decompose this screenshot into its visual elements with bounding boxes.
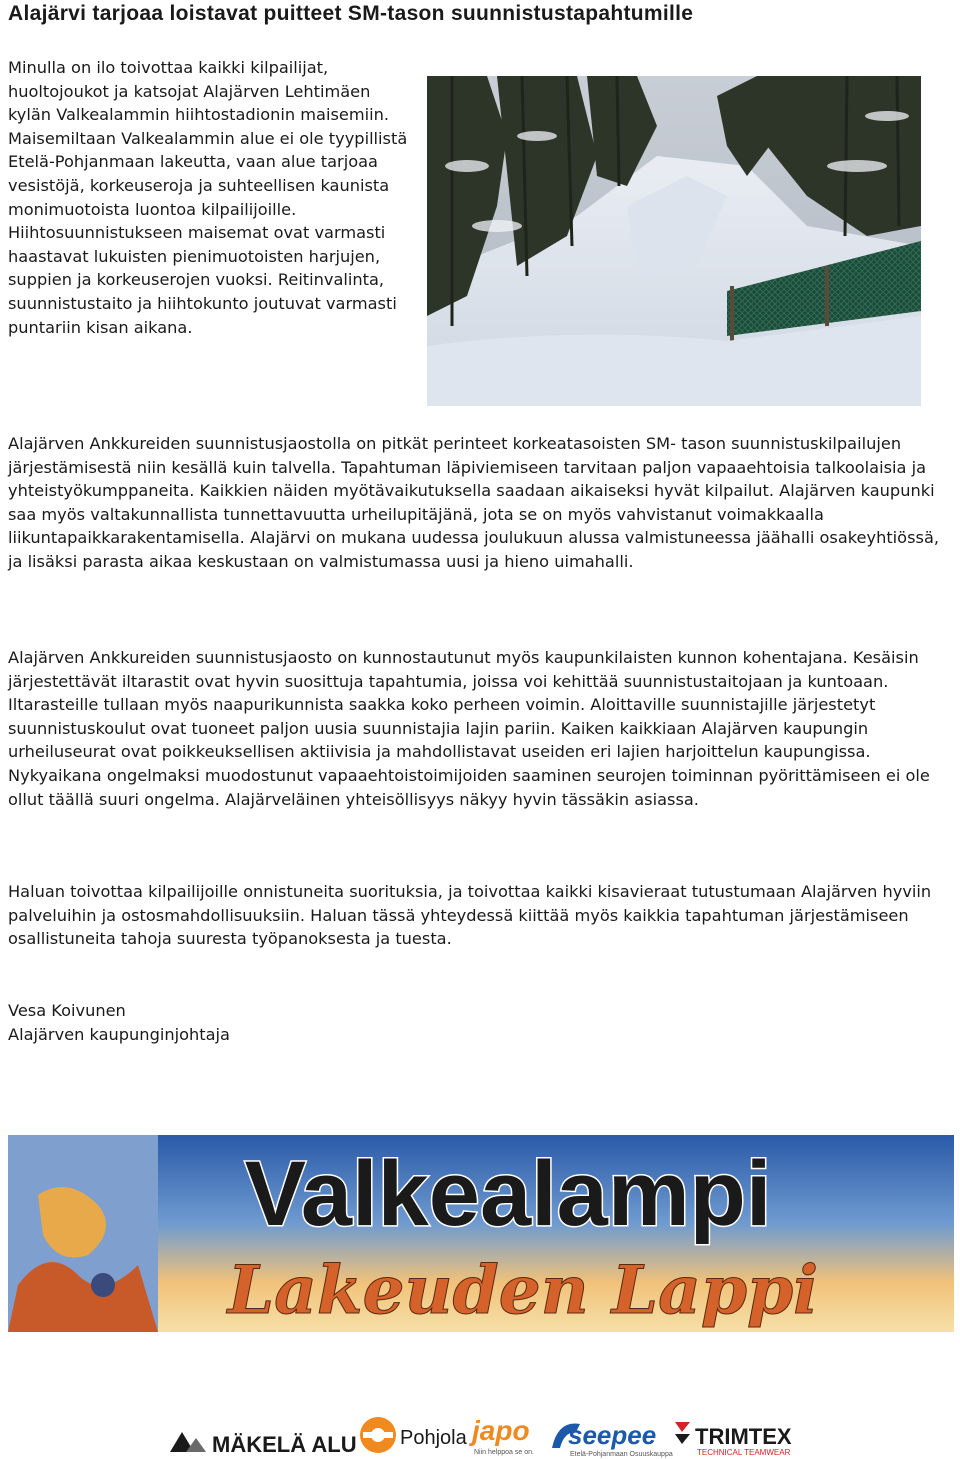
winter-forest-photo — [427, 76, 921, 406]
sponsor-logos — [160, 1410, 960, 1459]
japo-text: japo — [472, 1415, 530, 1446]
pohjola-text: Pohjola — [400, 1427, 467, 1449]
trimtex-tagline: TECHNICAL TEAMWEAR — [697, 1448, 791, 1457]
seepee-text: seepee — [568, 1420, 657, 1450]
signature — [8, 999, 230, 1046]
banner-subtitle: Lakeuden Lappi — [227, 1251, 819, 1329]
paragraph-3: Haluan toivottaa kilpailijoille onnistuneita suorituksia, ja toivottaa kaikki kisavieraat tutustumaan Alajärven hyviin palveluihin ja ostosmahdollisuuksiin. Haluan tässä yhteydessä kiittää myös kaikkia tapahtuman järjestämiseen osallistuneita tahoja suuresta työpanoksesta ja tuesta. — [8, 882, 932, 949]
japo-tagline: Niin helppoa se on. — [474, 1449, 534, 1456]
valkealampi-banner — [8, 1135, 954, 1332]
makela-text: MÄKELÄ ALU — [212, 1432, 357, 1457]
signature-name: Vesa Koivunen — [8, 1001, 126, 1020]
japo-logo — [468, 1415, 534, 1456]
signature-role: Alajärven kaupunginjohtaja — [8, 1024, 230, 1044]
seepee-logo — [552, 1420, 673, 1458]
paragraph-2: Alajärven Ankkureiden suunnistusjaosto on kunnostautunut myös kaupunkilaisten kunnon kohentajana. Kesäisin järjestettävät iltarastit ovat hyvin suosittuja tapahtumia, joissa voi kehittää suunnistustaitojaan ja kuntoaan. Iltarasteille tullaan myös naapurikunnista saakka koko perheen voimin. Aloittaville suunnistajille järjestetyt suunnistuskoulut ovat tuoneet paljon uusia suunnistajia lajin pariin. Kaiken kaikkiaan Alajärven kaupungin urheiluseurat ovat poikkeuksellisen aktiivisia ja mahdollistavat useiden eri lajien harjoittelun kaupungissa. Nykyaikana ongelmaksi muodostunut vapaaehtoistoimijoiden saaminen seurojen toiminnan pyörittämiseen ei ole ollut täällä suuri ongelma. Alajärveläinen yhteisöllisyys näkyy hyvin tässäkin asiassa. — [8, 648, 930, 809]
makela-logo — [170, 1432, 357, 1457]
pohjola-logo — [360, 1417, 468, 1453]
trimtex-logo — [675, 1422, 792, 1457]
page-title: Alajärvi tarjoaa loistavat puitteet SM-tason suunnistustapahtumille — [8, 2, 694, 25]
banner-title: Valkealampi — [244, 1143, 772, 1245]
intro-paragraph: Minulla on ilo toivottaa kaikki kilpailijat, huoltojoukot ja katsojat Alajärven Lehtimäen kylän Valkealammin hiihtostadionin maisemiin. Maisemiltaan Valkealammin alue ei ole tyypillistä Etelä-Pohjanmaan lakeutta, vaan alue tarjoaa vesistöjä, korkeuseroja ja suhteellisen kaunista monimuotoista luontoa kilpailijoille. Hiihtosuunnistukseen maisemat ovat varmasti haastavat lukuisten pienimuotoisten harjujen, suppien ja korkeuserojen vuoksi. Reitinvalinta, suunnistustaito ja hiihtokunto joutuvat varmasti puntariin kisan aikana. — [8, 58, 408, 337]
paragraph-1: Alajärven Ankkureiden suunnistusjaostolla on pitkät perinteet korkeatasoisten SM- tason suunnistuskilpailujen järjestämisestä niin kesällä kuin talvella. Tapahtuman läpiviemiseen tarvitaan paljon vapaaehtoisia talkoolaisia ja yhteistyökumppaneita. Kaikkien näiden myötävaikutuksella saadaan aikaiseksi hyvät kilpailut. Alajärven kaupunki saa myös valtakunnallista tunnettavuutta urheilupitäjänä, jota se on myös vahvistanut voimakkaalla liikuntapaikkarakentamisella. Alajärvi on mukana uudessa joulukuun alussa valmistuneessa jäähalli osakeyhtiössä, ja lisäksi parasta aikaa keskustaan on valmistumassa uusi ja hieno uimahalli. — [8, 434, 940, 571]
seepee-tagline: Etelä-Pohjanmaan Osuuskauppa — [570, 1451, 673, 1458]
trimtex-text: TRIMTEX — [695, 1424, 792, 1449]
